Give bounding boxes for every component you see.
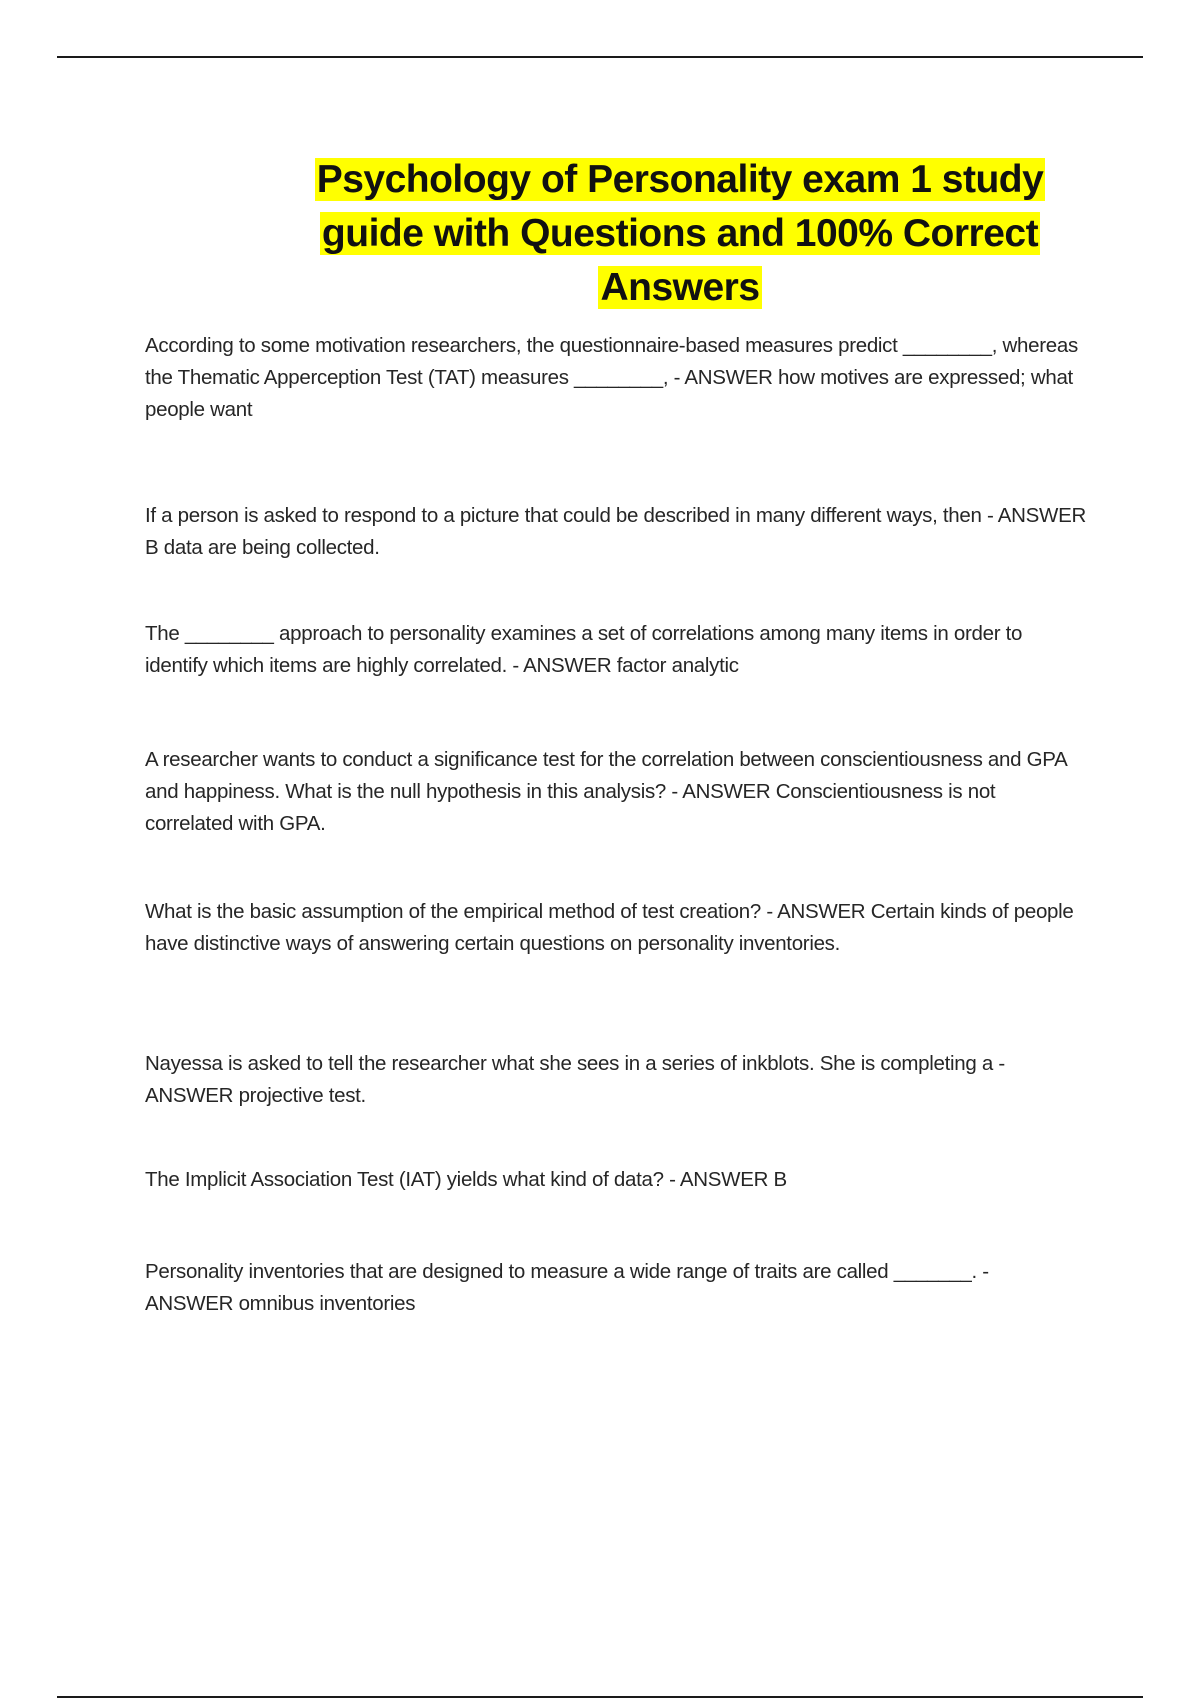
footer-rule (57, 1696, 1143, 1698)
qa-item-7: The Implicit Association Test (IAT) yields what kind of data? - ANSWER B (145, 1168, 787, 1191)
qa-item-8: Personality inventories that are designed to measure a wide range of traits are called _______. - ANSWER omnibus inventories (145, 1260, 989, 1315)
header-rule (57, 56, 1143, 58)
title-highlight: Psychology of Personality exam 1 study guide with Questions and 100% Correct Answers (316, 158, 1044, 309)
document-title (300, 153, 1060, 315)
title-block (300, 153, 1060, 315)
qa-item-3: The ________ approach to personality examines a set of correlations among many items in order to identify which items are highly correlated. - ANSWER factor analytic (145, 622, 1023, 677)
qa-item-6: Nayessa is asked to tell the researcher what she sees in a series of inkblots. She is completing a - ANSWER projective test. (145, 1052, 1005, 1107)
qa-item-5: What is the basic assumption of the empirical method of test creation? - ANSWER Certain kinds of people have distinctive ways of answering certain questions on personality inventories. (145, 900, 1074, 955)
qa-item-2: If a person is asked to respond to a picture that could be described in many different ways, then - ANSWER B data are being collected. (145, 504, 1086, 559)
qa-item-1: According to some motivation researchers, the questionnaire-based measures predict ________, whereas the Thematic Apperception Test (TAT) measures ________, - ANSWER how motives are expressed; what people want (145, 334, 1078, 421)
qa-item-4: A researcher wants to conduct a significance test for the correlation between conscientiousness and GPA and happiness. What is the null hypothesis in this analysis? - ANSWER Conscientiousness is not correlated with GPA. (145, 748, 1067, 835)
